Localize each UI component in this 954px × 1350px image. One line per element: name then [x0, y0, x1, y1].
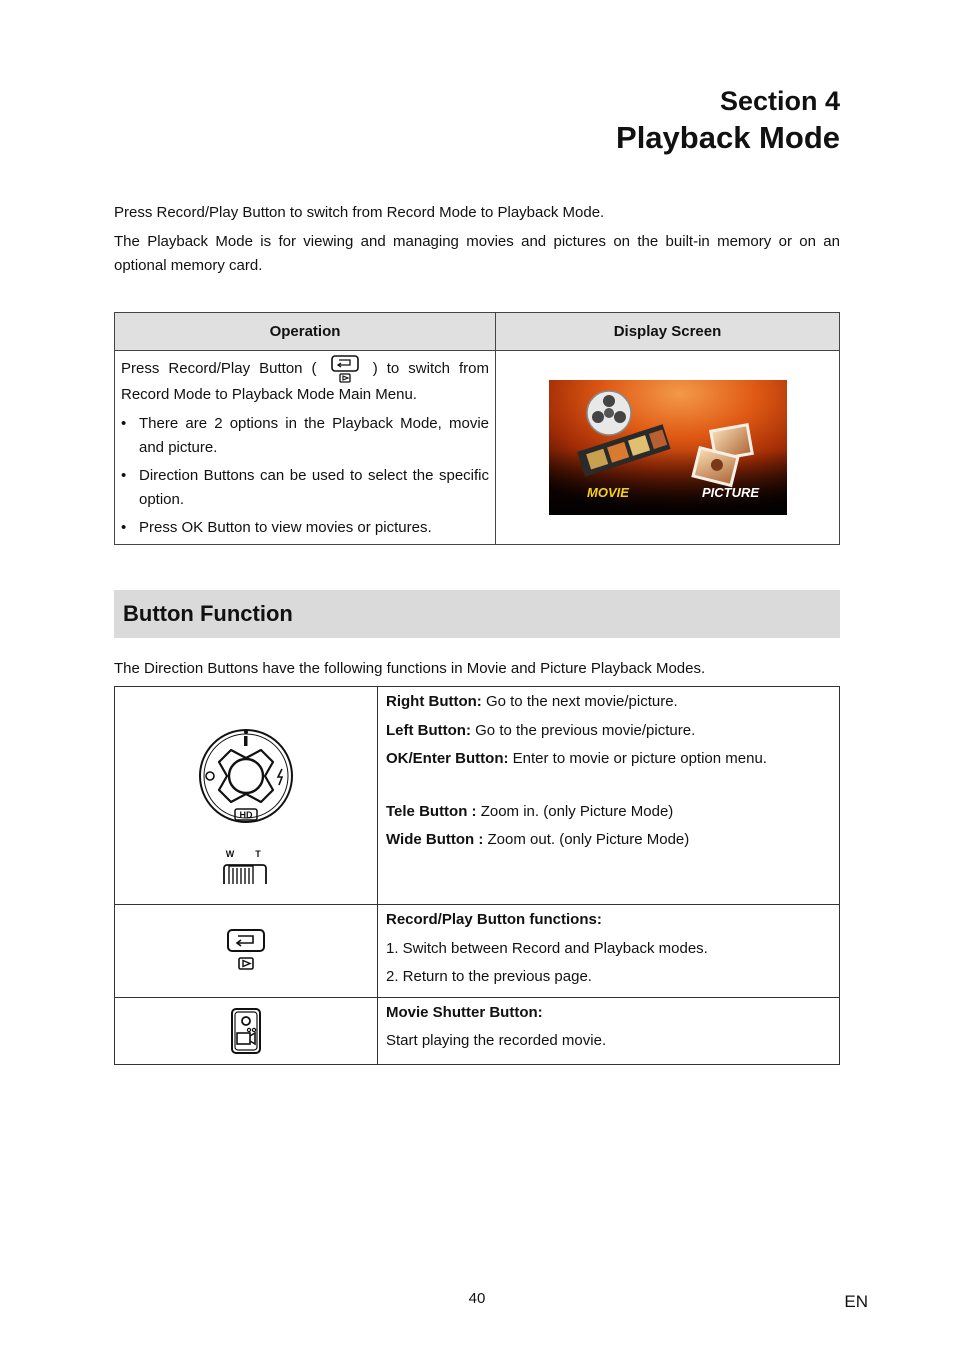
section-heading	[616, 84, 840, 158]
operation-header: Operation	[115, 313, 496, 351]
record-play-cell	[115, 905, 378, 998]
operation-suffix: ) to switch from Record Mode to Playback Mode Main Menu.	[121, 359, 490, 403]
operation-table	[114, 312, 840, 545]
playback-menu-screenshot	[549, 380, 787, 515]
record-play-icon	[330, 355, 360, 383]
section-title: Playback Mode	[616, 120, 840, 155]
right-button-row	[386, 690, 831, 714]
record-play-item: 2. Return to the previous page.	[386, 968, 592, 986]
language-code: EN	[844, 1292, 868, 1311]
movie-shutter-button-icon	[229, 1007, 263, 1055]
record-play-title-text: Record/Play Button functions:	[386, 911, 602, 928]
wide-button-text: Zoom out. (only Picture Mode)	[483, 831, 690, 849]
bullet-item: • Direction Buttons can be used to select the specific option.	[121, 464, 489, 512]
bullet-item: • There are 2 options in the Playback Mode, movie and picture.	[121, 412, 489, 460]
wide-button-label: Wide Button :	[386, 831, 484, 849]
intro-paragraph-2: The Playback Mode is for viewing and managing movies and pictures on the built-in memory or on an optional memory card.	[114, 233, 840, 274]
tele-label: T	[255, 848, 261, 859]
section-number: Section 4	[719, 86, 840, 116]
tele-button-row	[386, 800, 831, 824]
display-screen-header: Display Screen	[496, 313, 840, 351]
picture-option-label: PICTURE	[701, 485, 759, 500]
button-function-table	[114, 686, 840, 1065]
left-button-text: Go to the previous movie/picture.	[470, 721, 696, 739]
operation-bullets	[121, 412, 489, 540]
tele-button-label: Tele Button :	[386, 802, 477, 820]
movie-shutter-text: Start playing the recorded movie.	[386, 1032, 607, 1050]
left-button-label: Left Button:	[386, 721, 471, 739]
direction-buttons-description	[378, 687, 840, 905]
operation-prefix: Press Record/Play Button (	[121, 359, 317, 377]
zoom-lever-icon	[224, 865, 266, 884]
ok-button-label: OK/Enter Button:	[386, 750, 509, 768]
right-button-label: Right Button:	[386, 693, 482, 710]
right-button-text: Go to the next movie/picture.	[481, 693, 678, 710]
page-number: 40	[468, 1290, 486, 1307]
intro-paragraph-1: Press Record/Play Button to switch from Record Mode to Playback Mode.	[114, 204, 605, 221]
button-function-heading-band	[114, 590, 840, 638]
record-play-button-icon	[226, 926, 266, 976]
display-screen-cell	[496, 351, 840, 545]
movie-shutter-cell	[115, 997, 378, 1064]
movie-shutter-title-text: Movie Shutter Button:	[386, 1003, 543, 1021]
record-play-item: 1. Switch between Record and Playback modes.	[386, 939, 708, 957]
button-function-intro: The Direction Buttons have the following functions in Movie and Picture Playback Modes.	[114, 660, 706, 677]
bullet-item: • Press OK Button to view movies or pictures.	[121, 516, 489, 540]
ok-button-text: Enter to movie or picture option menu.	[508, 750, 767, 768]
tele-button-text: Zoom in. (only Picture Mode)	[476, 802, 674, 820]
spacer	[386, 776, 831, 800]
record-play-description	[378, 905, 840, 998]
button-function-heading: Button Function	[123, 601, 293, 626]
wide-button-row	[386, 828, 831, 852]
ok-button-row	[386, 747, 831, 771]
movie-option-label: MOVIE	[586, 485, 629, 500]
record-play-title	[386, 908, 831, 932]
direction-pad-icon	[191, 714, 301, 884]
operation-description	[121, 355, 489, 407]
hd-label: HD	[239, 809, 253, 820]
movie-shutter-title	[386, 1001, 831, 1025]
wide-label: W	[225, 848, 235, 859]
operation-cell	[115, 351, 496, 545]
movie-shutter-description	[378, 997, 840, 1064]
left-button-row	[386, 719, 831, 743]
direction-buttons-cell	[115, 687, 378, 905]
